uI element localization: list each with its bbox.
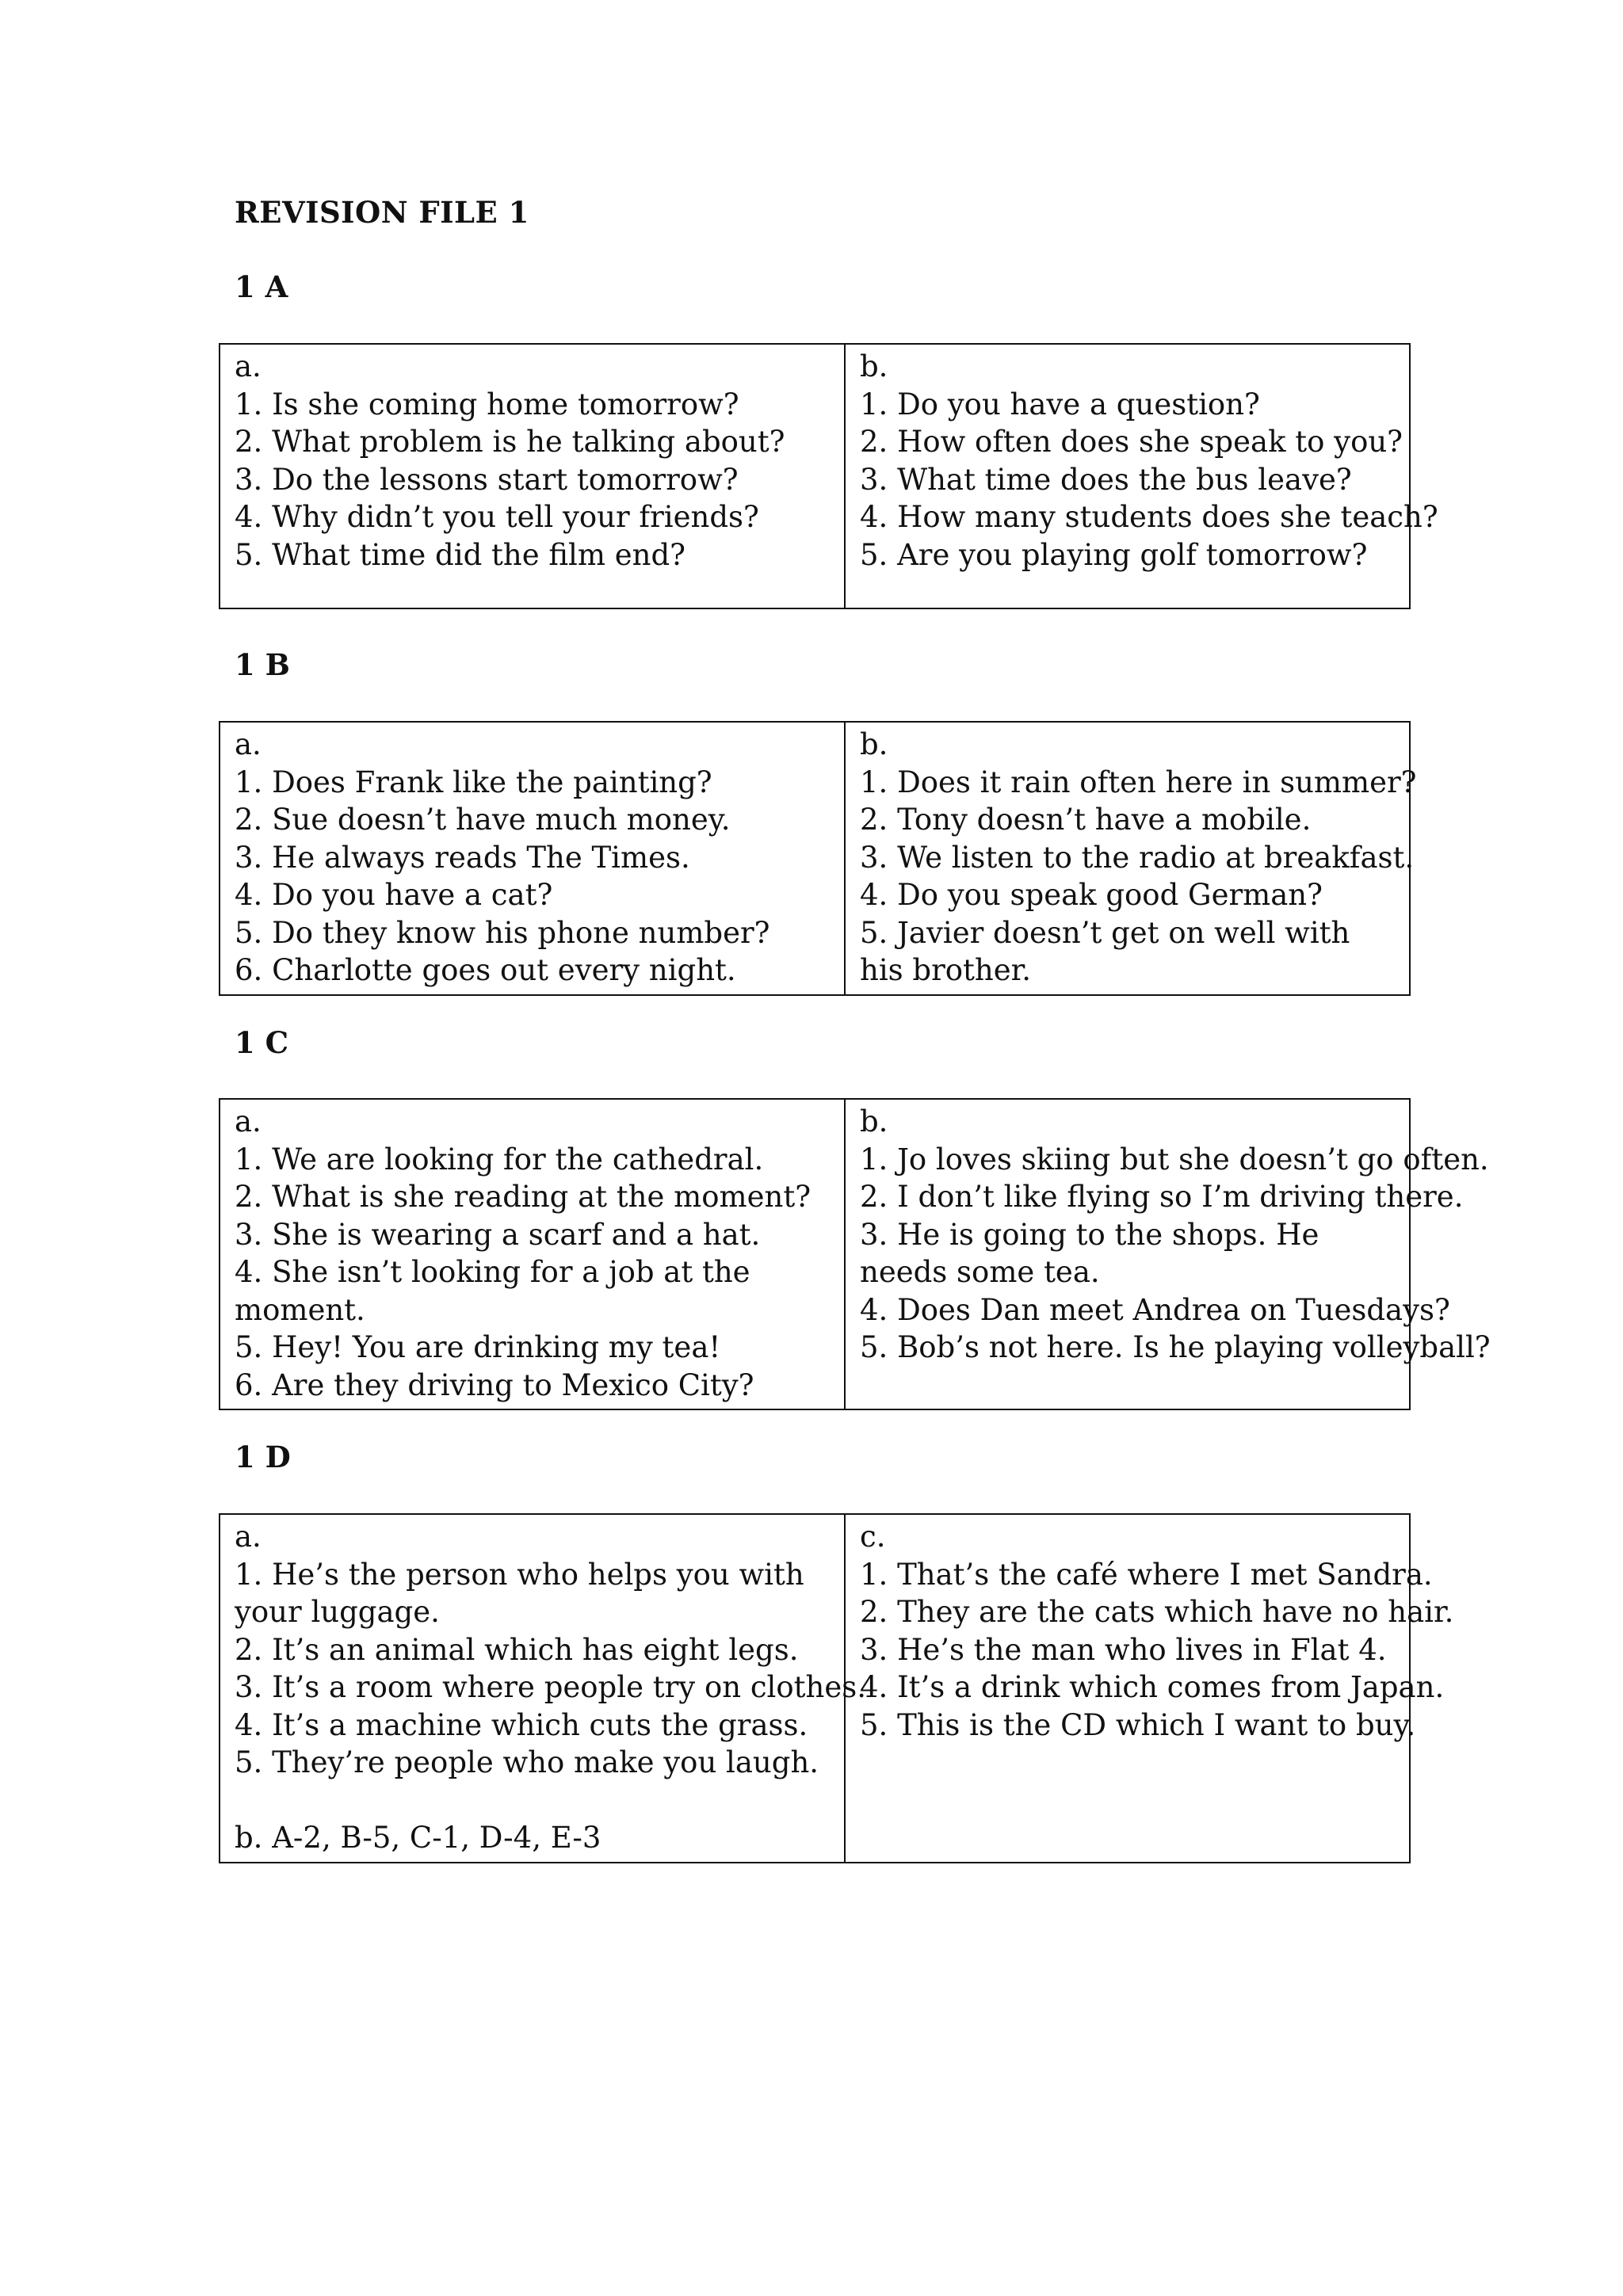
answer-line: 3. Do the lessons start tomorrow?: [235, 462, 739, 497]
answer-line: 2. They are the cats which have no hair.: [860, 1595, 1454, 1629]
answer-table-1c: [219, 1098, 1491, 1410]
answer-line: 1. Is she coming home tomorrow?: [235, 387, 739, 421]
answer-line: 3. What time does the bus leave?: [860, 462, 1352, 497]
answer-line: 2. Tony doesn’t have a mobile.: [860, 803, 1312, 837]
answer-line: 3. She is wearing a scarf and a hat.: [235, 1217, 761, 1252]
answer-line: 4. It’s a drink which comes from Japan.: [860, 1670, 1445, 1704]
answer-line: 1. Do you have a question?: [860, 387, 1260, 421]
answer-line: 4. Do you have a cat?: [235, 878, 553, 912]
answer-line: 3. We listen to the radio at breakfast.: [860, 840, 1415, 875]
answer-line: 1. Does it rain often here in summer?: [860, 765, 1417, 799]
answer-line: 2. What is she reading at the moment?: [235, 1180, 812, 1214]
answer-line: 1. That’s the café where I met Sandra.: [860, 1557, 1433, 1592]
cell-label: b.: [860, 727, 888, 761]
cell-1b-b: [845, 722, 1417, 995]
answer-line: 4. Why didn’t you tell your friends?: [235, 500, 759, 534]
cell-label: a.: [235, 1104, 262, 1138]
cell-1a-a: [220, 344, 845, 608]
answer-line: 6. Are they driving to Mexico City?: [235, 1367, 754, 1402]
answer-table-1a: [219, 343, 1438, 609]
cell-label: a.: [235, 727, 262, 761]
answer-line: 3. He is going to the shops. He needs some tea.: [860, 1217, 1319, 1289]
answer-line: 1. We are looking for the cathedral.: [235, 1142, 764, 1177]
page-title: REVISION FILE 1: [235, 195, 529, 230]
cell-1c-a: [220, 1099, 845, 1409]
answer-line: 2. It’s an animal which has eight legs.: [235, 1632, 799, 1667]
cell-1d-c: [845, 1514, 1454, 1863]
answer-table-1b: [219, 721, 1417, 996]
cell-1a-b: [845, 344, 1438, 608]
answer-line: 1. He’s the person who helps you with your luggage.: [235, 1557, 804, 1629]
answer-line: 4. Do you speak good German?: [860, 878, 1323, 912]
answer-table-1d: [219, 1513, 1454, 1863]
answer-line: 6. Charlotte goes out every night.: [235, 953, 736, 987]
answer-line: 4. She isn’t looking for a job at the moment.: [235, 1255, 750, 1327]
answer-line: 4. Does Dan meet Andrea on Tuesdays?: [860, 1292, 1450, 1327]
answer-line: 3. He’s the man who lives in Flat 4.: [860, 1632, 1387, 1667]
answer-line: 3. He always reads The Times.: [235, 840, 690, 875]
section-heading-1c: 1 C: [235, 1025, 289, 1060]
section-heading-1b: 1 B: [235, 647, 290, 682]
answer-line: 5. They’re people who make you laugh.: [235, 1745, 819, 1779]
cell-1b-a: [220, 722, 845, 995]
matching-answer-line: b. A-2, B-5, C-1, D-4, E-3: [235, 1821, 601, 1855]
answer-line: 4. It’s a machine which cuts the grass.: [235, 1707, 808, 1742]
cell-label: a.: [235, 349, 262, 383]
answer-line: 5. Javier doesn’t get on well with his brother.: [860, 915, 1350, 987]
answer-line: 5. Bob’s not here. Is he playing volleyball?: [860, 1330, 1491, 1364]
answer-line: 2. Sue doesn’t have much money.: [235, 803, 731, 837]
answer-line: 5. Hey! You are drinking my tea!: [235, 1330, 721, 1364]
answer-line: 2. What problem is he talking about?: [235, 425, 785, 459]
answer-line: 1. Does Frank like the painting?: [235, 765, 712, 799]
section-heading-1a: 1 A: [235, 269, 288, 304]
answer-line: 5. This is the CD which I want to buy.: [860, 1707, 1416, 1742]
answer-line: 2. How often does she speak to you?: [860, 425, 1403, 459]
spacer: [235, 1782, 830, 1820]
answer-line: 5. Do they know his phone number?: [235, 915, 770, 950]
answer-line: 4. How many students does she teach?: [860, 500, 1438, 534]
cell-1d-a: [220, 1514, 866, 1863]
answer-line: 1. Jo loves skiing but she doesn’t go often.: [860, 1142, 1489, 1177]
answer-line: 5. Are you playing golf tomorrow?: [860, 537, 1368, 572]
cell-label: c.: [860, 1520, 886, 1554]
section-heading-1d: 1 D: [235, 1440, 291, 1474]
answer-line: 3. It’s a room where people try on clothes.: [235, 1670, 866, 1704]
cell-label: a.: [235, 1520, 262, 1554]
answer-line: 5. What time did the film end?: [235, 537, 685, 572]
cell-label: b.: [860, 349, 888, 383]
answer-line: 2. I don’t like flying so I’m driving there.: [860, 1180, 1464, 1214]
cell-label: b.: [860, 1104, 888, 1138]
cell-1c-b: [845, 1099, 1491, 1409]
